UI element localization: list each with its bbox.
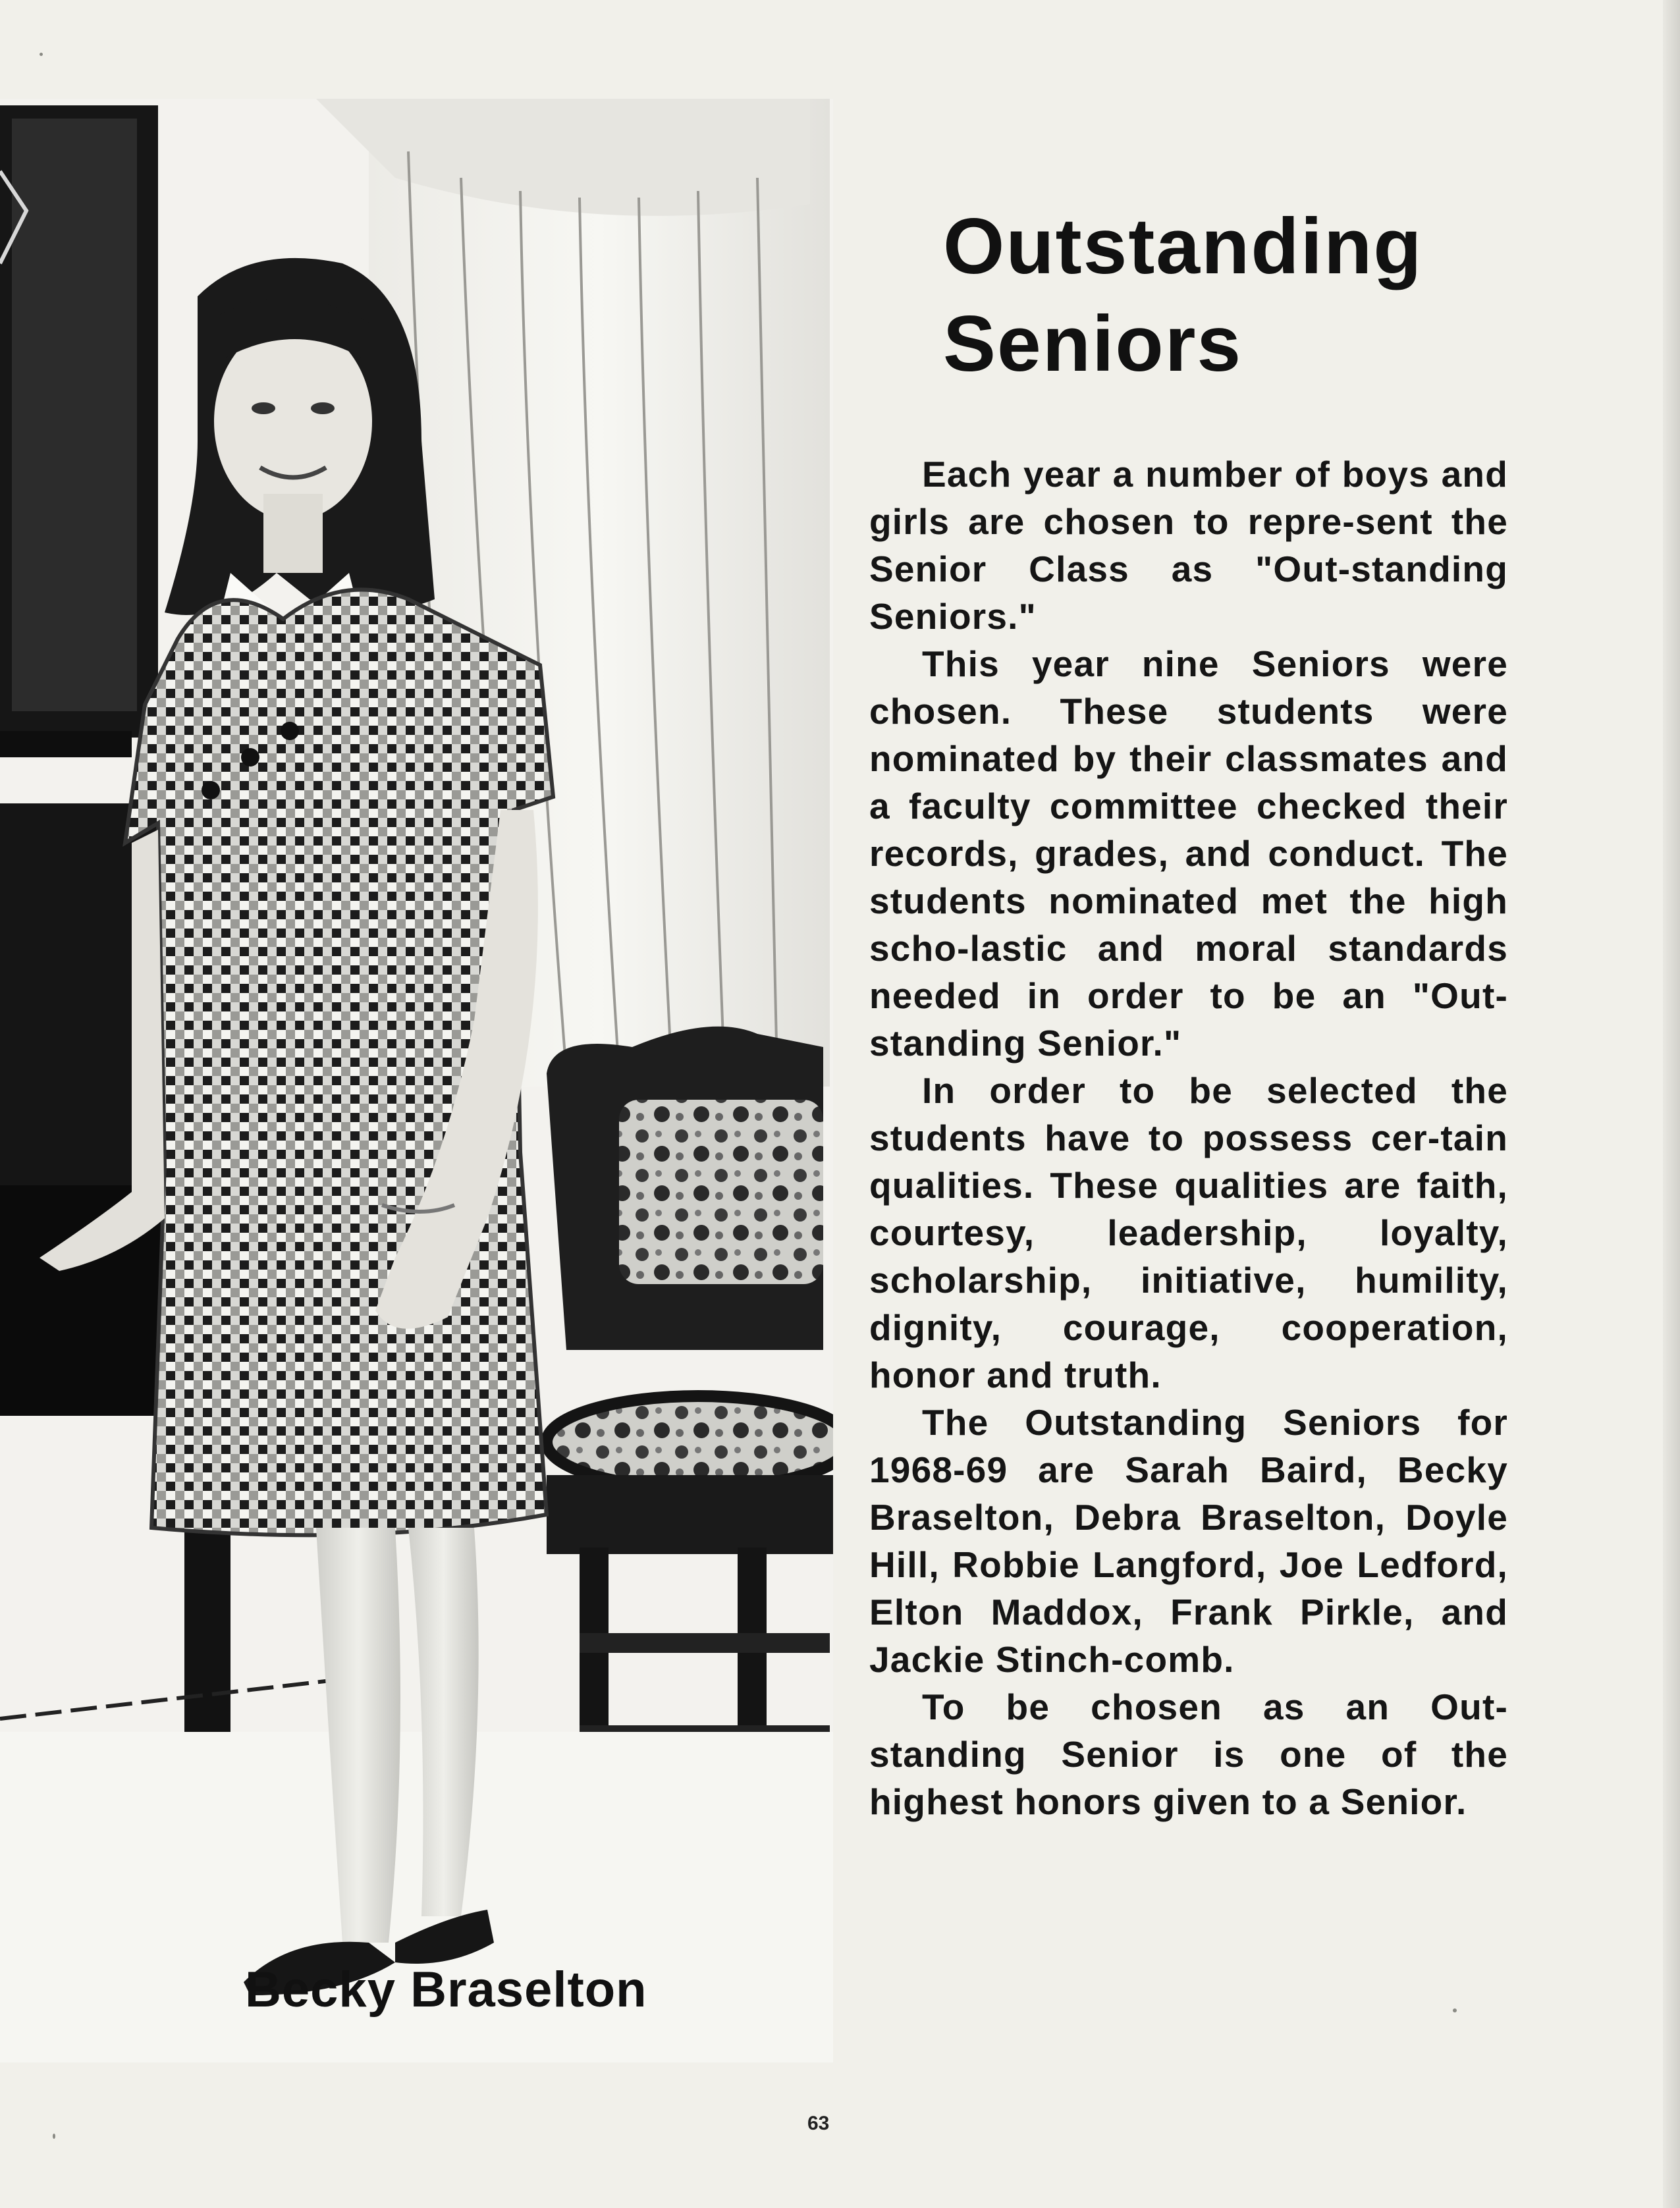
article-paragraph-4: The Outstanding Seniors for 1968-69 are Sarah Baird, Becky Braselton, Debra Braselton, Doyle Hill, Robbie Langford, Joe Ledford, Elton Maddox, Frank Pirkle, and Jackie Stinch-comb. bbox=[869, 1402, 1508, 1680]
portrait-photo bbox=[0, 99, 833, 2062]
portrait-photo-illustration bbox=[0, 99, 833, 2062]
page-title-line-2: Seniors bbox=[943, 300, 1243, 388]
page-number: 63 bbox=[807, 2113, 830, 2134]
paper-speck bbox=[1453, 2008, 1457, 2012]
paper-speck bbox=[53, 2134, 55, 2139]
page-title bbox=[943, 198, 1536, 392]
article-paragraph-3: In order to be selected the students have to possess cer-tain qualities. These qualities are faith, courtesy, leadership, loyalty, scholarship, initiative, humility, dignity, courage, cooperation, honor and truth. bbox=[869, 1070, 1508, 1395]
page-title-line-1: Outstanding bbox=[943, 202, 1423, 290]
article-paragraph-1: Each year a number of boys and girls are chosen to repre-sent the Senior Class as "Out-standing Seniors." bbox=[869, 454, 1508, 637]
article-body bbox=[869, 450, 1508, 1825]
article-paragraph-5: To be chosen as an Out-standing Senior is one of the highest honors given to a Senior. bbox=[869, 1686, 1508, 1822]
photo-caption: Becky Braselton bbox=[245, 1962, 647, 2018]
paper-speck bbox=[40, 53, 43, 56]
page-edge-shadow bbox=[1663, 0, 1680, 2208]
article-paragraph-2: This year nine Seniors were chosen. These students were nominated by their classmates and a faculty committee checked their records, grades, and conduct. The students nominated met the high scho-lastic and moral standards needed in order to be an "Out-standing Senior." bbox=[869, 643, 1508, 1064]
